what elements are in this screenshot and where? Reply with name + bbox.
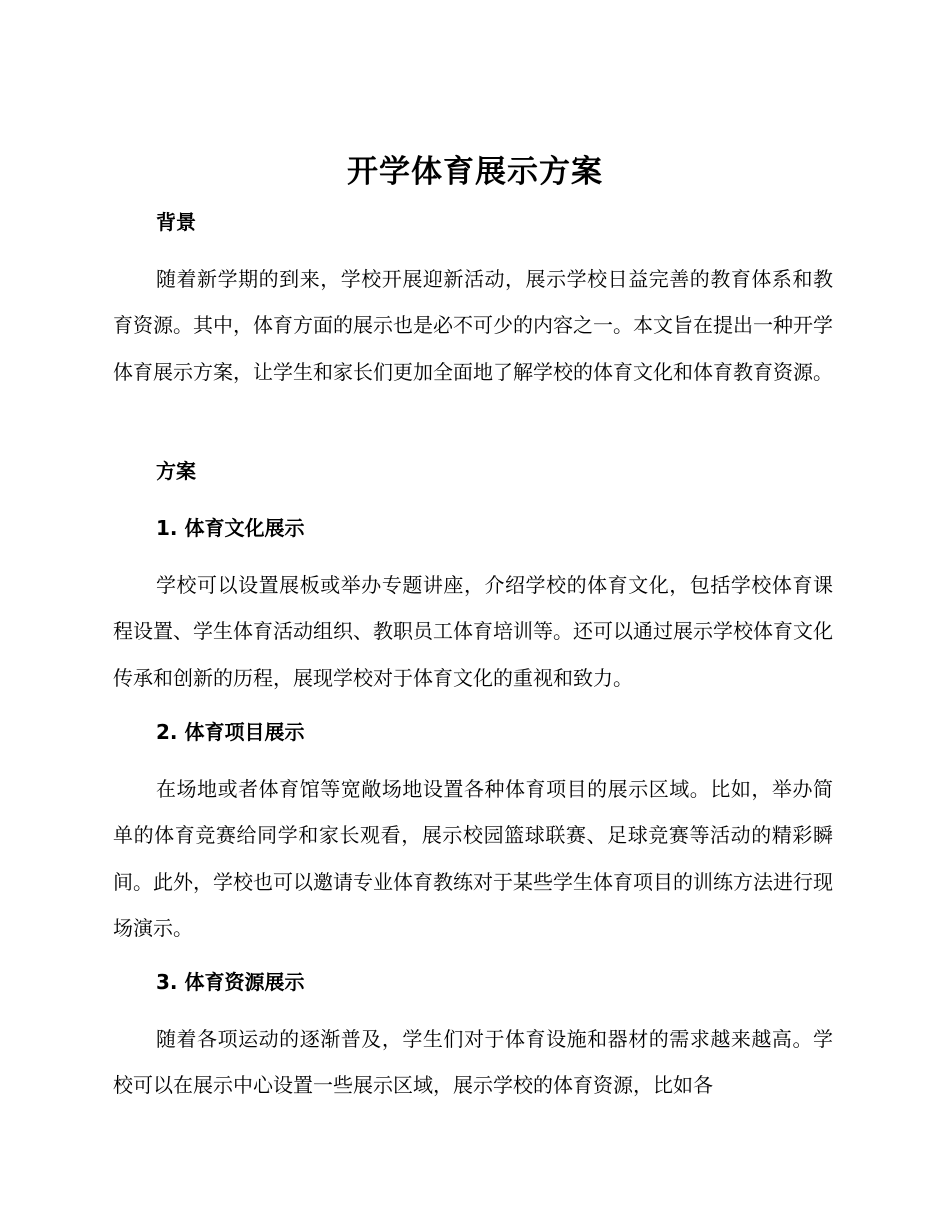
document-title: 开学体育展示方案 <box>347 154 603 190</box>
section-heading-background: 背景 <box>156 210 196 234</box>
section-heading-plan: 方案 <box>156 459 196 483</box>
background-paragraph: 随着新学期的到来，学校开展迎新活动，展示学校日益完善的教育体系和教育资源。其中，体育方面的展示也是必不可少的内容之一。本文旨在提出一种开学体育展示方案，让学生和家长们更加全面地了解学校的体育文化和体育教育资源。 <box>113 267 833 384</box>
sports-culture-paragraph: 学校可以设置展板或举办专题讲座，介绍学校的体育文化，包括学校体育课程设置、学生体育活动组织、教职员工体育培训等。还可以通过展示学校体育文化传承和创新的历程，展现学校对于体育文化的重视和致力。 <box>113 573 833 690</box>
subheading-sports-resources: 3. 体育资源展示 <box>156 970 305 994</box>
sports-resources-paragraph: 随着各项运动的逐渐普及，学生们对于体育设施和器材的需求越来越高。学校可以在展示中心设置一些展示区域，展示学校的体育资源，比如各 <box>113 1027 833 1098</box>
subheading-sports-culture: 1. 体育文化展示 <box>156 516 305 540</box>
subheading-sports-events: 2. 体育项目展示 <box>156 720 305 744</box>
sports-events-paragraph: 在场地或者体育馆等宽敞场地设置各种体育项目的展示区域。比如，举办简单的体育竞赛给同学和家长观看，展示校园篮球联赛、足球竞赛等活动的精彩瞬间。此外，学校也可以邀请专业体育教练对于某些学生体育项目的训练方法进行现场演示。 <box>113 777 833 940</box>
